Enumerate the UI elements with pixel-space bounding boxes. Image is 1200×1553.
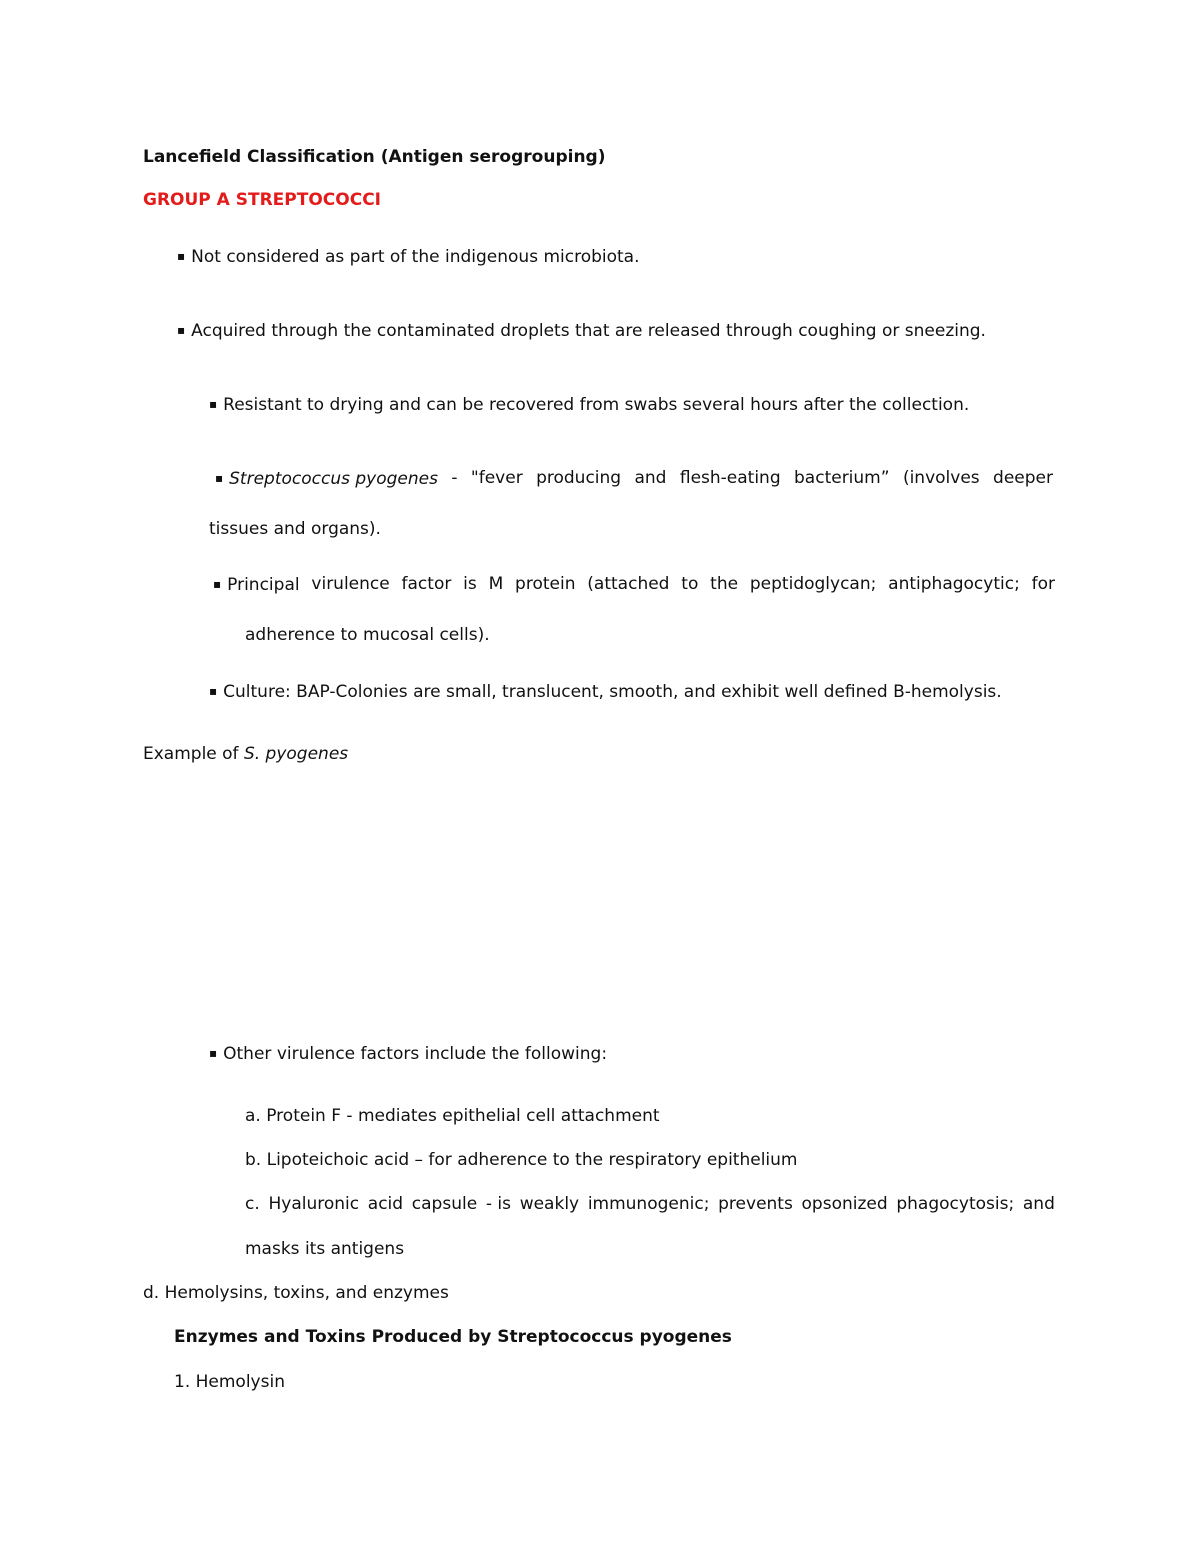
bullet-icon: ▪ bbox=[177, 249, 186, 263]
list-word: Hyaluronic bbox=[268, 1194, 360, 1214]
list-word: and bbox=[1022, 1194, 1055, 1214]
bullet-word: - bbox=[451, 468, 458, 488]
section-heading: Enzymes and Toxins Produced by Streptococcus pyogenes bbox=[174, 1327, 732, 1347]
bullet-word: bacterium” bbox=[794, 468, 890, 488]
list-word: - is bbox=[485, 1194, 511, 1214]
bullet-text: Acquired through the contaminated droplets that are released through coughing or sneezing. bbox=[191, 321, 986, 341]
list-word: acid bbox=[367, 1194, 404, 1214]
bullet-item bbox=[213, 573, 1055, 596]
list-item-a: a. Protein F - mediates epithelial cell attachment bbox=[245, 1106, 660, 1126]
bullet-item bbox=[209, 1042, 607, 1065]
bullet-lead bbox=[209, 467, 438, 490]
bullet-word: "fever bbox=[470, 468, 523, 488]
species-name: S. pyogenes bbox=[243, 744, 349, 764]
list-item-b: b. Lipoteichoic acid – for adherence to the respiratory epithelium bbox=[245, 1150, 798, 1170]
bullet-continuation: tissues and organs). bbox=[209, 519, 381, 539]
bullet-word: the bbox=[710, 574, 739, 594]
list-word: prevents bbox=[718, 1194, 793, 1214]
bullet-word: producing bbox=[536, 468, 622, 488]
numbered-item: 1. Hemolysin bbox=[174, 1372, 285, 1392]
bullet-word: flesh-eating bbox=[679, 468, 781, 488]
list-word: immunogenic; bbox=[587, 1194, 710, 1214]
bullet-word: peptidoglycan; bbox=[749, 574, 877, 594]
list-word: phagocytosis; bbox=[896, 1194, 1015, 1214]
bullet-word: and bbox=[634, 468, 667, 488]
bullet-text: Other virulence factors include the following: bbox=[223, 1044, 608, 1064]
bullet-item bbox=[209, 680, 1002, 703]
list-item-c-continuation: masks its antigens bbox=[245, 1239, 405, 1259]
bullet-icon: ▪ bbox=[209, 1046, 218, 1060]
bullet-icon: ▪ bbox=[177, 323, 186, 337]
bullet-word: to bbox=[681, 574, 699, 594]
bullet-text: Culture: BAP-Colonies are small, translucent, smooth, and exhibit well defined B-hemolysis. bbox=[223, 682, 1002, 702]
list-word: capsule bbox=[411, 1194, 478, 1214]
bullet-word: for bbox=[1031, 574, 1055, 594]
bullet-word: M bbox=[488, 574, 504, 594]
bullet-item bbox=[177, 319, 986, 342]
list-word: weakly bbox=[519, 1194, 580, 1214]
bullet-word: virulence bbox=[311, 574, 390, 594]
bullet-word: antiphagocytic; bbox=[888, 574, 1020, 594]
bullet-word: (involves bbox=[902, 468, 980, 488]
bullet-text: Not considered as part of the indigenous microbiota. bbox=[191, 247, 640, 267]
species-name: Streptococcus pyogenes bbox=[229, 469, 438, 489]
bullet-icon: ▪ bbox=[209, 684, 218, 698]
bullet-icon: ▪ bbox=[215, 471, 224, 485]
bullet-word: protein bbox=[515, 574, 576, 594]
list-word: opsonized bbox=[801, 1194, 888, 1214]
bullet-item bbox=[209, 393, 969, 416]
bullet-word: is bbox=[463, 574, 477, 594]
bullet-continuation: adherence to mucosal cells). bbox=[245, 625, 490, 645]
bullet-text: Resistant to drying and can be recovered from swabs several hours after the collection. bbox=[223, 395, 970, 415]
list-word: c. bbox=[245, 1194, 260, 1214]
bullet-word: factor bbox=[401, 574, 452, 594]
bullet-word: (attached bbox=[587, 574, 670, 594]
bullet-lead: ▪ Principal bbox=[213, 575, 300, 595]
example-caption: Example of S. pyogenes bbox=[143, 744, 349, 764]
bullet-item bbox=[209, 467, 1053, 490]
bullet-icon: ▪ bbox=[213, 577, 222, 591]
bullet-icon: ▪ bbox=[209, 397, 218, 411]
bullet-word: deeper bbox=[993, 468, 1053, 488]
group-heading: GROUP A STREPTOCOCCI bbox=[143, 190, 382, 210]
list-item-d: d. Hemolysins, toxins, and enzymes bbox=[143, 1283, 449, 1303]
bullet-item bbox=[177, 245, 640, 268]
list-item-c bbox=[245, 1193, 1055, 1215]
document-title: Lancefield Classification (Antigen serogrouping) bbox=[143, 147, 606, 167]
